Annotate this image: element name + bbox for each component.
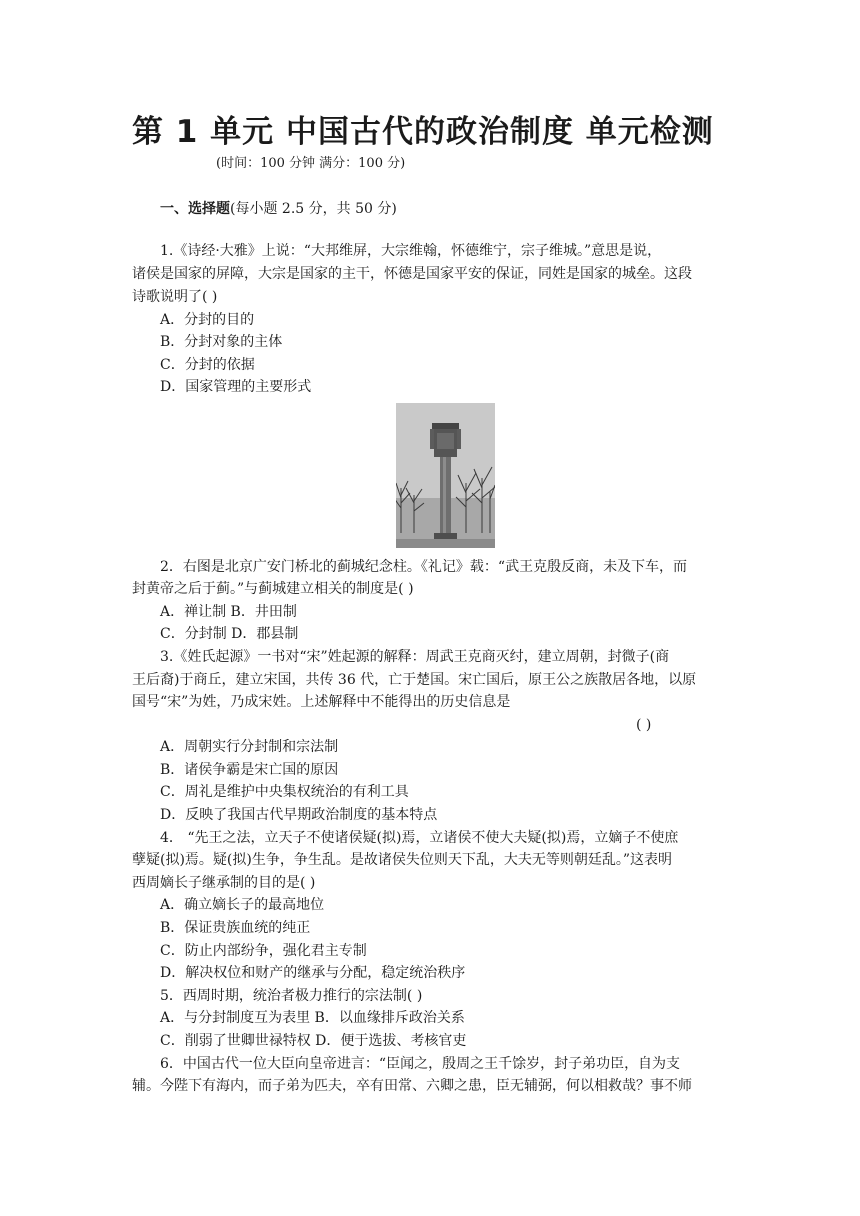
q2-line-2: 封黄帝之后于蓟。”与蓟城建立相关的制度是( )	[132, 581, 414, 597]
q3-option-b: B．诸侯争霸是宋亡国的原因	[160, 762, 339, 778]
q5-options-cd: C．削弱了世卿世禄特权 D．便于选拔、考核官吏	[160, 1033, 467, 1049]
q4-line-3: 西周嫡长子继承制的目的是( )	[132, 875, 316, 891]
q3-answer-bracket: ( )	[636, 717, 652, 733]
q2-line-1: 2．右图是北京广安门桥北的蓟城纪念柱。《礼记》载：“武王克殷反商，未及下车，而	[160, 559, 688, 575]
section-heading	[160, 198, 397, 218]
q1-line-1: 1.《诗经·大雅》上说：“大邦维屏，大宗维翰，怀德维宁，宗子维城。”意思是说，	[160, 243, 662, 259]
q2-options-cd: C．分封制 D．郡县制	[160, 626, 299, 642]
q5-options-ab: A．与分封制度互为表里 B．以血缘排斥政治关系	[160, 1010, 465, 1026]
q5-line-1: 5．西周时期，统治者极力推行的宗法制( )	[160, 988, 423, 1004]
q4-line-2: 孽疑(拟)焉。疑(拟)生争，争生乱。是故诸侯失位则天下乱，大夫无等则朝廷乱。”这表明	[132, 852, 673, 868]
memorial-pillar-photo	[396, 403, 495, 548]
q4-line-1: 4． “先王之法，立天子不使诸侯疑(拟)焉，立诸侯不使大夫疑(拟)焉，立嫡子不使庶	[160, 830, 679, 846]
q1-option-c: C．分封的依据	[160, 357, 255, 373]
q2-options-ab: A．禅让制 B．井田制	[160, 604, 297, 620]
q6-line-2: 辅。今陛下有海内，而子弟为匹夫，卒有田常、六卿之患，臣无辅弼，何以相救哉？事不师	[132, 1078, 692, 1094]
section-note: (每小题 2.5 分，共 50 分)	[230, 201, 397, 217]
section-label: 一、选择题	[160, 201, 230, 217]
q4-option-d: D．解决权位和财产的继承与分配，稳定统治秩序	[160, 965, 466, 981]
exam-meta: (时间：100 分钟 满分：100 分)	[216, 156, 406, 171]
q6-line-1: 6．中国古代一位大臣向皇帝进言：“臣闻之，殷周之王千馀岁，封子弟功臣，自为支	[160, 1056, 681, 1072]
q3-line-2: 王后裔)于商丘，建立宋国，共传 36 代，亡于楚国。宋亡国后，原王公之族散居各地，以原	[132, 672, 697, 688]
q3-option-c: C．周礼是维护中央集权统治的有利工具	[160, 784, 409, 800]
q3-line-3: 国号“宋”为姓，乃成宋姓。上述解释中不能得出的历史信息是	[132, 694, 511, 710]
q1-option-d: D．国家管理的主要形式	[160, 379, 312, 395]
q3-option-d: D．反映了我国古代早期政治制度的基本特点	[160, 807, 438, 823]
q3-line-1: 3.《姓氏起源》一书对“宋”姓起源的解释：周武王克商灭纣，建立周朝，封微子(商	[160, 649, 670, 665]
q1-line-2: 诸侯是国家的屏障，大宗是国家的主干，怀德是国家平安的保证，同姓是国家的城垒。这段	[132, 266, 692, 282]
q3-option-a: A．周朝实行分封制和宗法制	[160, 739, 339, 755]
q1-line-3: 诗歌说明了( )	[132, 289, 218, 305]
q4-option-c: C．防止内部纷争，强化君主专制	[160, 943, 367, 959]
page-title: 第 1 单元 中国古代的政治制度 单元检测	[132, 114, 714, 150]
q4-option-a: A．确立嫡长子的最高地位	[160, 897, 325, 913]
q1-option-b: B．分封对象的主体	[160, 334, 283, 350]
q1-option-a: A．分封的目的	[160, 312, 255, 328]
q4-option-b: B．保证贵族血统的纯正	[160, 920, 311, 936]
